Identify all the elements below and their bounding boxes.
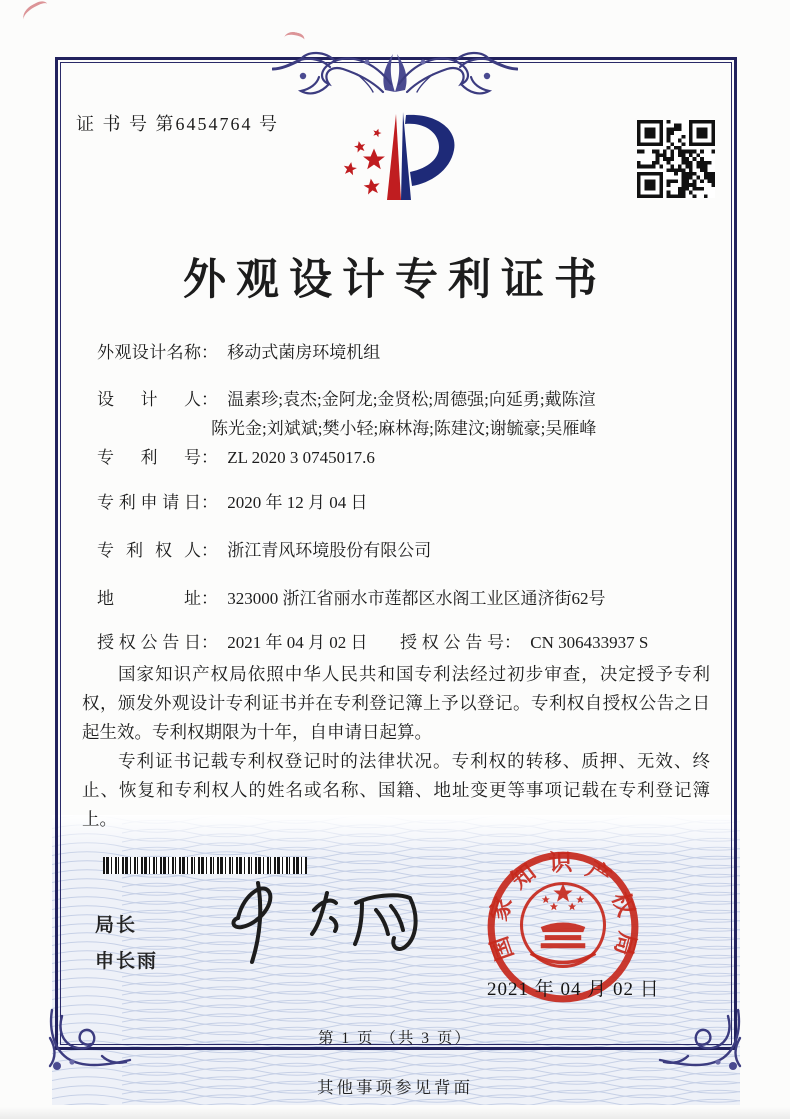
field-label: 地址	[97, 589, 201, 608]
field-value: CN 306433937 S	[530, 633, 649, 652]
field-label: 专利申请日	[97, 493, 201, 512]
field-label: 设计人	[97, 390, 201, 409]
commissioner-name: 申长雨	[95, 951, 159, 972]
paragraph-grant-statement: 国家知识产权局依照中华人民共和国专利法经过初步审查，决定授予专利权，颁发外观设计专利证书并在专利登记簿上予以登记。专利权自授权公告之日起生效。专利权期限为十年，自申请日起算。	[82, 664, 710, 742]
field-value: 2020 年 12 月 04 日	[227, 493, 368, 512]
field-patentee: 专利权人： 浙江青风环境股份有限公司	[97, 536, 431, 561]
corner-flourish-icon	[658, 1004, 746, 1072]
seal-date: 2021 年 04 月 02 日	[487, 979, 660, 1000]
field-label: 专利权人	[97, 541, 201, 560]
field-designers-line2	[97, 414, 596, 439]
certificate-number: 证 书 号 第6454764 号	[76, 114, 279, 134]
page-number: 第 1 页 （共 3 页）	[318, 1030, 472, 1047]
field-grant-date: 授权公告日： 2021 年 04 月 02 日	[97, 628, 368, 653]
field-label: 外观设计名称	[97, 343, 201, 362]
field-value: 323000 浙江省丽水市莲都区水阁工业区通济街62号	[227, 589, 606, 608]
commissioner-title: 局长	[95, 915, 138, 936]
field-patent-number: 专利号： ZL 2020 3 0745017.6	[97, 443, 375, 468]
field-value: 浙江青风环境股份有限公司	[227, 541, 432, 560]
field-label: 授权公告日	[97, 633, 201, 652]
qr-code	[637, 120, 715, 198]
field-address: 地址： 323000 浙江省丽水市莲都区水阁工业区通济街62号	[97, 584, 606, 609]
field-filing-date: 专利申请日： 2020 年 12 月 04 日	[97, 488, 368, 513]
certificate-title: 外观设计专利证书	[183, 257, 607, 304]
photo-artifact	[20, 0, 53, 27]
legal-text	[82, 660, 710, 834]
page-edge-shadow	[0, 1107, 790, 1119]
paragraph-register-statement: 专利证书记载专利权登记时的法律状况。专利权的转移、质押、无效、终止、恢复和专利权人的姓名或名称、国籍、地址变更等事项记载在专利登记簿上。	[82, 751, 710, 829]
corner-flourish-icon	[44, 1004, 132, 1072]
field-value: ZL 2020 3 0745017.6	[227, 448, 375, 467]
field-label: 授权公告号	[400, 633, 504, 652]
commissioner-signature	[210, 870, 440, 972]
field-value: 移动式菌房环境机组	[227, 343, 381, 362]
cnipa-logo-icon	[330, 93, 480, 228]
field-designers: 设计人： 温素珍;袁杰;金阿龙;金贤松;周德强;向延勇;戴陈渲	[97, 385, 596, 410]
field-grant-number: 授权公告号： CN 306433937 S	[400, 628, 648, 653]
field-value: 温素珍;袁杰;金阿龙;金贤松;周德强;向延勇;戴陈渲	[227, 390, 596, 409]
top-crest-ornament	[272, 26, 518, 108]
field-label: 专利号	[97, 448, 201, 467]
national-emblem-icon	[521, 883, 604, 966]
back-side-note: 其他事项参见背面	[317, 1078, 473, 1097]
seal-ring-text: 国家知识产权局	[486, 850, 641, 964]
field-design-name: 外观设计名称： 移动式菌房环境机组	[97, 338, 380, 363]
field-value: 陈光金;刘斌斌;樊小轻;麻林海;陈建汶;谢毓豪;吴雁峰	[211, 419, 597, 438]
commissioner-block	[95, 908, 158, 980]
field-value: 2021 年 04 月 02 日	[227, 633, 368, 652]
